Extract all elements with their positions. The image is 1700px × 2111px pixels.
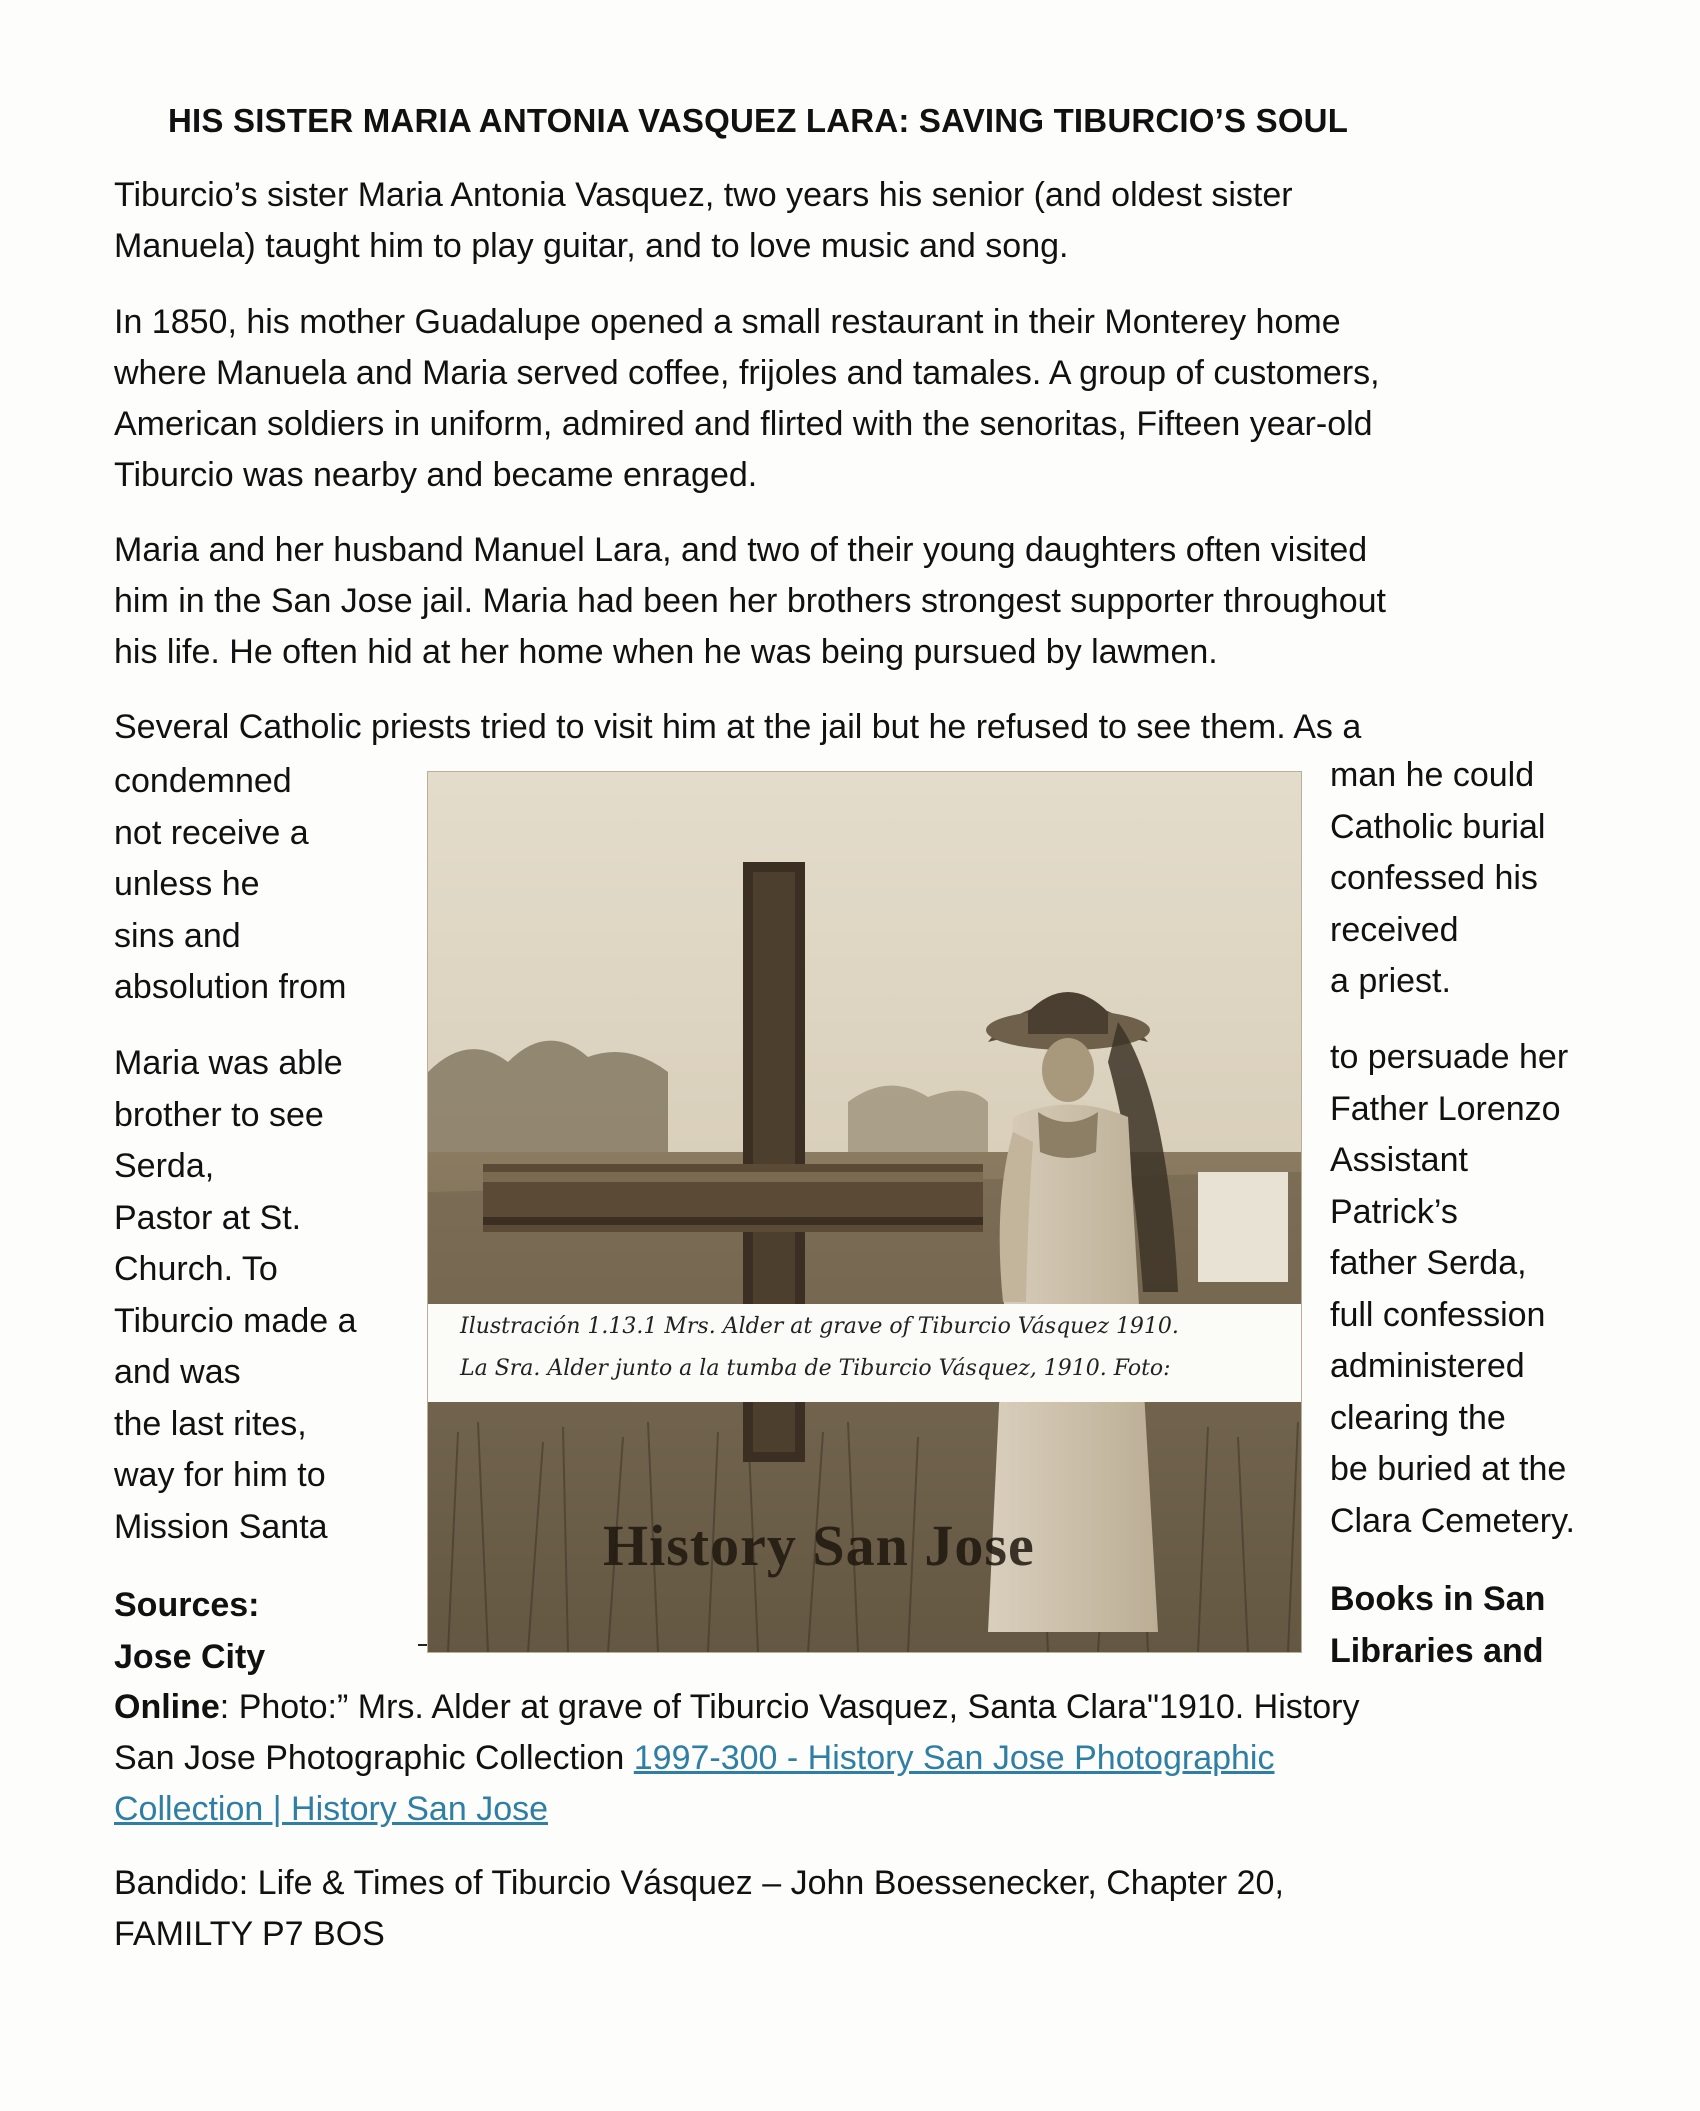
text-line: a priest. <box>1330 962 1451 1000</box>
text-line: sins and <box>114 916 241 955</box>
text-line: be buried at the <box>1330 1450 1567 1488</box>
text-line: the last rites, <box>114 1404 307 1443</box>
paragraph-1 <box>114 170 1594 272</box>
collection-link[interactable]: 1997-300 - History San Jose Photographic <box>633 1739 1275 1777</box>
text-line: father Serda, <box>1330 1244 1527 1282</box>
text-line: Books in San <box>1330 1580 1546 1618</box>
paragraph-line: Maria and her husband Manuel Lara, and two of their young daughters often visited <box>114 531 1368 569</box>
text-line: not receive a <box>114 813 309 852</box>
text-line: Serda, <box>114 1147 215 1185</box>
online-label: Online <box>114 1688 220 1726</box>
text-line: Tiburcio made a <box>114 1301 357 1340</box>
wrap2-left-column <box>114 1038 414 1553</box>
paragraph-line: Tiburcio’s sister Maria Antonia Vasquez, two years his senior (and oldest sister <box>114 176 1293 214</box>
paragraph-line: American soldiers in uniform, admired and flirted with the senoritas, Fifteen year-old <box>114 405 1373 443</box>
text-line: Jose City <box>114 1637 266 1676</box>
wrap2-right-column <box>1330 1032 1690 1547</box>
text-line <box>114 1682 1594 1733</box>
paragraph-line: Manuela) taught him to play guitar, and to love music and song. <box>114 227 1069 265</box>
collection-text: San Jose Photographic Collection <box>114 1739 634 1777</box>
paragraph-2 <box>114 297 1594 501</box>
text-line: unless he <box>114 865 260 903</box>
text-line: brother to see <box>114 1095 324 1134</box>
text-line: Church. To <box>114 1250 278 1288</box>
text-line: man he could <box>1330 756 1535 794</box>
text-line: Catholic burial <box>1330 807 1546 846</box>
text-line: FAMILTY P7 BOS <box>114 1915 385 1953</box>
sources-left-column <box>114 1580 414 1683</box>
text-line: Libraries and <box>1330 1631 1544 1670</box>
paragraph-line: where Manuela and Maria served coffee, frijoles and tamales. A group of customers, <box>114 354 1380 392</box>
text-line: way for him to <box>114 1456 326 1494</box>
text-line <box>114 1784 1594 1835</box>
caption-line-2: La Sra. Alder junto a la tumba de Tiburcio Vásquez, 1910. Foto: <box>460 1356 1171 1381</box>
grave-photo <box>428 772 1301 1652</box>
watermark-text: History San Jose <box>603 1513 1035 1578</box>
text-line: and was <box>114 1353 241 1391</box>
text-line: absolution from <box>114 968 347 1006</box>
paragraph-line: him in the San Jose jail. Maria had been her brothers strongest supporter throughout <box>114 582 1386 620</box>
paragraph-line: his life. He often hid at her home when he was being pursued by lawmen. <box>114 633 1218 671</box>
bandido-citation <box>114 1858 1594 1960</box>
caption-line-1: Ilustración 1.13.1 Mrs. Alder at grave of Tiburcio Vásquez 1910. <box>460 1314 1179 1339</box>
text-line: Pastor at St. <box>114 1198 302 1237</box>
text-line: Patrick’s <box>1330 1192 1458 1231</box>
text-line: Assistant <box>1330 1141 1468 1179</box>
text-line <box>114 1733 1594 1784</box>
paragraph-4 <box>114 702 1594 753</box>
text-line: full confession <box>1330 1295 1546 1334</box>
text-line: Bandido: Life & Times of Tiburcio Vásquez – John Boessenecker, Chapter 20, <box>114 1864 1284 1902</box>
wrap1-left-column <box>114 756 414 1014</box>
wrap1-right-column <box>1330 750 1690 1008</box>
paragraph-line: Several Catholic priests tried to visit him at the jail but he refused to see them. As a <box>114 708 1362 746</box>
text-line: received <box>1330 910 1459 949</box>
text-line: Maria was able <box>114 1044 343 1082</box>
text-line: clearing the <box>1330 1398 1506 1437</box>
sources-heading: Sources: <box>114 1586 260 1624</box>
paragraph-3 <box>114 525 1594 678</box>
text-line: Father Lorenzo <box>1330 1089 1561 1128</box>
text-line: confessed his <box>1330 859 1538 897</box>
text-line: to persuade her <box>1330 1038 1569 1076</box>
text-line: administered <box>1330 1347 1525 1385</box>
online-text: : Photo:” Mrs. Alder at grave of Tiburcio Vasquez, Santa Clara"1910. History <box>219 1688 1360 1726</box>
paragraph-line: In 1850, his mother Guadalupe opened a small restaurant in their Monterey home <box>114 303 1341 341</box>
page-title: HIS SISTER MARIA ANTONIA VASQUEZ LARA: SAVING TIBURCIO’S SOUL <box>168 102 1349 139</box>
sources-right-column <box>1330 1574 1690 1677</box>
photo-caption <box>428 1304 1301 1402</box>
text-line: Clara Cemetery. <box>1330 1501 1575 1540</box>
collection-link-continued[interactable]: Collection | History San Jose <box>114 1790 549 1828</box>
text-line: condemned <box>114 762 292 800</box>
sources-paragraph <box>114 1682 1594 1835</box>
paragraph-line: Tiburcio was nearby and became enraged. <box>114 456 758 494</box>
text-line: Mission Santa <box>114 1507 328 1546</box>
